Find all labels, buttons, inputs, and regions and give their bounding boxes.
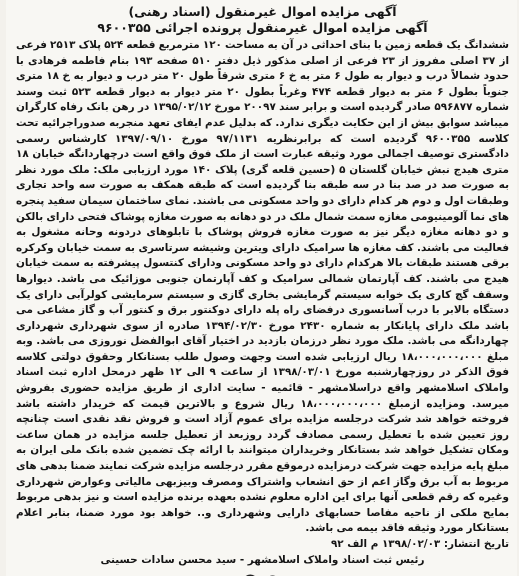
notice-body: ششدانگ یک قطعه زمین با بنای احداثی در آن به مساحت ۱۲۰ مترمربع قطعه ۵۲۴ پلاک ۲۵۱۳ فرعی از ۳۷ اصلی مفروز از ۲۳ فرعی از اصلی مذکور ذیل دفتر ۵۱۰ صفحه ۱۹۳ بنام فاطمه فرهادی با حدود شمالاً درب و دیوار به طول ۶ متر به خ ۶ متری شرقاً طول ۲۰ متر درب و دیوار به خ ۱۸ متری جنوباً بطول ۶ متر به دیوار قطعه ۴۷۴ وغرباً بطول ۲۰ متر دیوار به دیوار قطعه ۵۲۳ ثبت وسند شماره ۵۹۶۸۷۷ صادر گردیده است و برابر سند ۲۰۰۹۷ مورخ ۱۳۹۵/۰۲/۱۲ در رهن بانک رفاه کارگران میباشد سوابق بیش از این حکایت دیگری ندارد. که بدلیل عدم ایفای تعهد منجربه صدوراجرائیه تحت کلاسه ۹۶۰۰۳۵۵ گردیده است که برابرنظریه ۹۷/۱۱۳۱ مورخ ۱۳۹۷/۰۹/۱۰ کارشناس رسمی دادگستری توصیف اجمالی مورد وثیقه عبارت است از ملک فوق واقع است درچهاردانگه خیابان ۱۸ متری هیدج نبش خیابان گلستان ۵ (حسین قلعه گری) پلاک ۱۴۰ مورد ارزیابی ملک: ملک مورد نظر به صورت صد در صد بنا در سه طبقه بنا گردیده است که طبقه همکف به صورت سه واحد تجاری وطبقات اول و دوم هر کدام دارای دو واحد مسکونی می باشند. نمای ساختمان سیمان سفید پنجره های نما آلومینیومی مغازه سمت شمال ملک در دو دهانه به صورت مغازه پوشاک فتحی دارای بالکن و دو دهانه مغازه دیگر نیز به صورت مغازه فروش پوشاک با تابلوهای دردونه وحانه مشغول به فعالیت می باشند. کف مغازه ها سرامیک دارای ویترین وشیشه سرتاسری به سمت خیابان وکرکره برقی هستند طبقات بالا هرکدام دارای دو واحد مسکونی ودارای کنتسول پیشرفته به سمت خیابان هیدج می باشند. کف آپارتمان شمالی سرامیک و کف آپارتمان جنوبی موزائیک می باشد. دیوارها وسقف گچ کاری یک خوابه سیستم گرمایشی بخاری گازی و سیستم سرمایشی کولرآبی دارای یک دستگاه بالابر با درب آسانسوری درفضای راه پله دارای دوکنتور برق و کنتور آب و گاز مشاعی می باشد ملک دارای پایانکار به شماره ۲۴۳۰ مورخ ۱۳۹۴/۰۲/۳۰ صادره از سوی شهرداری شهرداری چهاردانگه می باشد. ملک مورد نظر درزمان بازدید در اختیار آقای ابوالفضل نوروزی می باشد. وبه مبلغ ۱۸،۰۰۰،۰۰۰،۰۰۰ ریال ارزیابی شده است وجهت وصول طلب بستانکار وحقوق دولتی کلاسه فوق الذکر در روزچهارشنبه مورخ ۱۳۹۸/۰۳/۰۱ از ساعت ۹ الی ۱۲ ظهر درمحل اداره ثبت اسناد واملاک اسلامشهر واقع دراسلامشهر - قائمیه - سایت اداری از طریق مزایده حضوری بفروش میرسد. ومزایده ازمبلغ ۱۸،۰۰۰،۰۰۰،۰۰۰ ریال شروع و بالاترین قیمت که خریدار داشته باشد فروخته خواهد شد شرکت درجلسه مزایده برای عموم آزاد است و فروش نقد نقدی است چنانچه روز تعیین شده با تعطیل رسمی مصادف گردد روزبعد از تعطیل جلسه مزایده در همان ساعت ومکان تشکیل خواهد شد بستانکار وخریداران میتوانند با ارائه چک تضمین شده بانک ملی ایران به مبلغ پایه مزایده جهت شرکت درمزایده درموقع مقرر درجلسه مزایده شرکت نمایند ضمنا بدهی های مربوط به آب برق وگاز اعم از حق انشعاب واشتراک ومصرف وبیزبهی مالیاتی وعوارض شهرداری وغیره که رقم قطعی آنها برای این اداره معلوم نشده بعهده برنده مزایده است و نیز بدهی مربوط بمایح ملکی از ناحیه مفاصا حسابهای دارایی وشهرداری و.. خواهد بود مورد ضمنا، بنابر اعلام بستانکار مورد وثیقه فاقد بیمه می باشد. — [16, 39, 510, 535]
notice-header — [16, 4, 509, 36]
notice-subtitle: آگهی مزایده اموال غیرمنقول پرونده اجرائی ۹۶۰۰۳۵۵ — [97, 20, 428, 35]
clipping-edge-mark — [238, 566, 298, 576]
notice-title: آگهی مزایده اموال غیرمنقول (اسناد رهنی) — [128, 4, 397, 19]
publication-date: تاریخ انتشار: ۱۳۹۸/۰۲/۰۳ م الف ۹۲ — [330, 538, 509, 550]
signature-line: رئیس ثبت اسناد واملاک اسلامشهر - سید محسن سادات حسینی — [100, 553, 425, 566]
auction-notice — [6, 0, 517, 576]
